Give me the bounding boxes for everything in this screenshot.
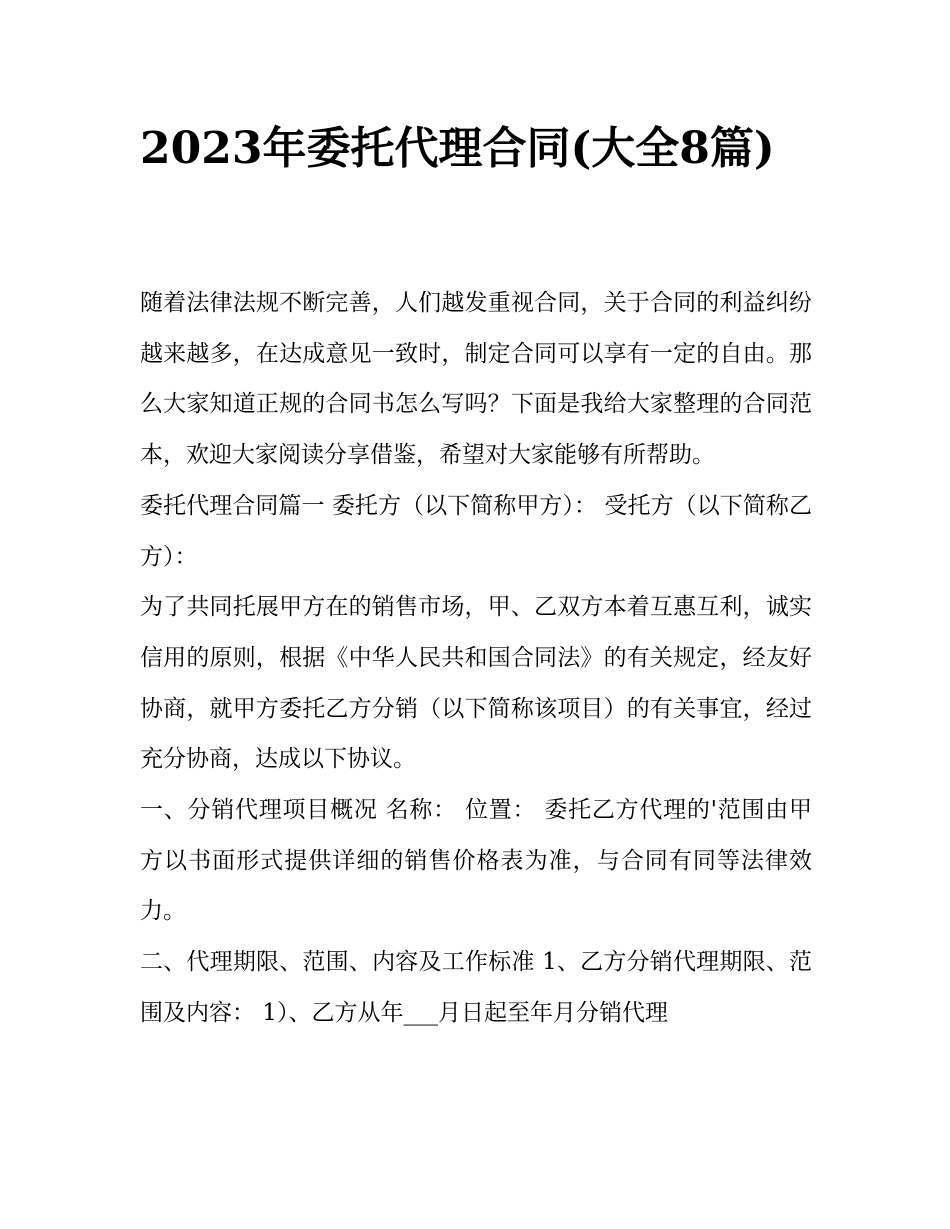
document-body	[140, 278, 812, 1039]
intro-paragraph: 随着法律法规不断完善，人们越发重视合同，关于合同的利益纠纷越来越多，在达成意见一致时，制定合同可以享有一定的自由。那么大家知道正规的合同书怎么写吗？下面是我给大家整理的合同范本，欢迎大家阅读分享借鉴，希望对大家能够有所帮助。	[140, 290, 812, 469]
contract-parties-paragraph: 委托代理合同篇一 委托方（以下简称甲方）： 受托方（以下简称乙方）：	[140, 492, 812, 570]
section-one-paragraph: 一、分销代理项目概况 名称： 位置： 委托乙方代理的'范围由甲方以书面形式提供详细的销售价格表为准，与合同有同等法律效力。	[140, 797, 812, 925]
section-two-paragraph: 二、代理期限、范围、内容及工作标准 1、乙方分销代理期限、范围及内容： 1）、乙方从年___月日起至年月分销代理	[140, 949, 812, 1026]
document-title: 2023年委托代理合同(大全8篇)	[140, 123, 775, 174]
contract-preamble-paragraph: 为了共同托展甲方在的销售市场，甲、乙双方本着互惠互利，诚实信用的原则，根据《中华人民共和国合同法》的有关规定，经友好协商，就甲方委托乙方分销（以下简称该项目）的有关事宜，经过充分协商，达成以下协议。	[140, 594, 812, 773]
